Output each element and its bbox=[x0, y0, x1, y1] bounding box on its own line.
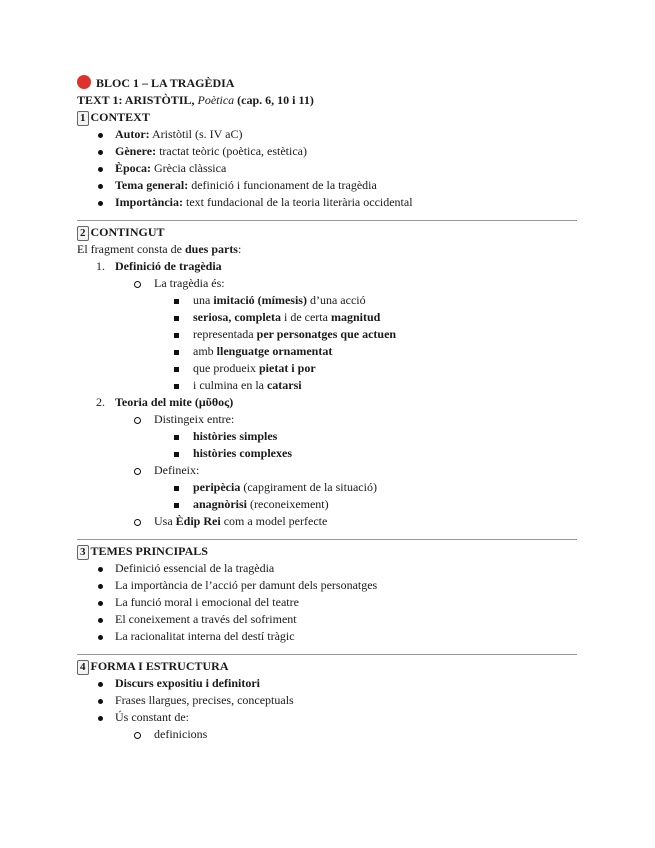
list-item: Defineix: bbox=[77, 462, 578, 479]
list-item: El coneixement a través del sofriment bbox=[77, 611, 578, 628]
bullet-circle-icon bbox=[134, 468, 141, 475]
divider bbox=[77, 220, 577, 221]
bloc-title: BLOC 1 – LA TRAGÈDIA bbox=[77, 75, 578, 92]
list-item: Gènere: tractat teòric (poètica, estètica) bbox=[77, 143, 578, 160]
list-item: i culmina en la catarsi bbox=[77, 377, 578, 394]
list-item: Època: Grècia clàssica bbox=[77, 160, 578, 177]
list-item: una imitació (mímesis) d’una acció bbox=[77, 292, 578, 309]
bullet-disc-icon bbox=[98, 716, 103, 721]
bullet-square-icon bbox=[174, 333, 179, 338]
bullet-disc-icon bbox=[98, 201, 103, 206]
divider bbox=[77, 654, 577, 655]
contingut-intro: El fragment consta de dues parts: bbox=[77, 242, 242, 256]
bullet-square-icon bbox=[174, 435, 179, 440]
bullet-square-icon bbox=[174, 367, 179, 372]
list-item: seriosa, completa i de certa magnitud bbox=[77, 309, 578, 326]
section-contingut-heading: 2 CONTINGUT bbox=[77, 224, 578, 241]
list-item: definicions bbox=[77, 726, 578, 743]
keycap-1-icon: 1 bbox=[77, 111, 89, 126]
bullet-disc-icon bbox=[98, 618, 103, 623]
keycap-2-icon: 2 bbox=[77, 226, 89, 241]
bullet-square-icon bbox=[174, 384, 179, 389]
text-title: TEXT 1: ARISTÒTIL, Poètica (cap. 6, 10 i 11) bbox=[77, 93, 314, 107]
list-item: històries simples bbox=[77, 428, 578, 445]
bullet-disc-icon bbox=[98, 150, 103, 155]
list-item: Importància: text fundacional de la teoria literària occidental bbox=[77, 194, 578, 211]
bullet-square-icon bbox=[174, 486, 179, 491]
bullet-disc-icon bbox=[98, 682, 103, 687]
divider bbox=[77, 539, 577, 540]
red-circle-icon bbox=[77, 75, 91, 89]
bullet-disc-icon bbox=[98, 567, 103, 572]
list-item: La importància de l’acció per damunt dels personatges bbox=[77, 577, 578, 594]
bullet-circle-icon bbox=[134, 281, 141, 288]
bullet-disc-icon bbox=[98, 699, 103, 704]
list-item: Ús constant de: bbox=[77, 709, 578, 726]
bullet-square-icon bbox=[174, 350, 179, 355]
list-item: Discurs expositiu i definitori bbox=[77, 675, 578, 692]
list-item: amb llenguatge ornamentat bbox=[77, 343, 578, 360]
bullet-disc-icon bbox=[98, 635, 103, 640]
bullet-circle-icon bbox=[134, 417, 141, 424]
list-item: Definició essencial de la tragèdia bbox=[77, 560, 578, 577]
list-item: Tema general: definició i funcionament de la tragèdia bbox=[77, 177, 578, 194]
bullet-disc-icon bbox=[98, 133, 103, 138]
bullet-square-icon bbox=[174, 299, 179, 304]
ordered-item: 2. Teoria del mite (μῦθος) bbox=[96, 395, 234, 409]
bullet-square-icon bbox=[174, 316, 179, 321]
list-item: peripècia (capgirament de la situació) bbox=[77, 479, 578, 496]
list-item: Usa Èdip Rei com a model perfecte bbox=[77, 513, 578, 530]
list-item: La tragèdia és: bbox=[77, 275, 578, 292]
bullet-disc-icon bbox=[98, 167, 103, 172]
list-item: representada per personatges que actuen bbox=[77, 326, 578, 343]
list-item: Distingeix entre: bbox=[77, 411, 578, 428]
section-context-heading: 1 CONTEXT bbox=[77, 109, 578, 126]
ordered-item: 1. Definició de tragèdia bbox=[96, 259, 222, 273]
bullet-disc-icon bbox=[98, 184, 103, 189]
list-item: Frases llargues, precises, conceptuals bbox=[77, 692, 578, 709]
list-item: històries complexes bbox=[77, 445, 578, 462]
list-item: que produeix pietat i por bbox=[77, 360, 578, 377]
bullet-square-icon bbox=[174, 503, 179, 508]
bullet-disc-icon bbox=[98, 584, 103, 589]
section-forma-heading: 4 FORMA I ESTRUCTURA bbox=[77, 658, 578, 675]
bullet-circle-icon bbox=[134, 732, 141, 739]
work-title: Poètica bbox=[197, 93, 235, 107]
keycap-4-icon: 4 bbox=[77, 660, 89, 675]
bullet-square-icon bbox=[174, 452, 179, 457]
list-item: anagnòrisi (reconeixement) bbox=[77, 496, 578, 513]
bullet-disc-icon bbox=[98, 601, 103, 606]
keycap-3-icon: 3 bbox=[77, 545, 89, 560]
list-item: La funció moral i emocional del teatre bbox=[77, 594, 578, 611]
list-item: Autor: Aristòtil (s. IV aC) bbox=[77, 126, 578, 143]
section-temes-heading: 3 TEMES PRINCIPALS bbox=[77, 543, 578, 560]
list-item: La racionalitat interna del destí tràgic bbox=[77, 628, 578, 645]
bullet-circle-icon bbox=[134, 519, 141, 526]
